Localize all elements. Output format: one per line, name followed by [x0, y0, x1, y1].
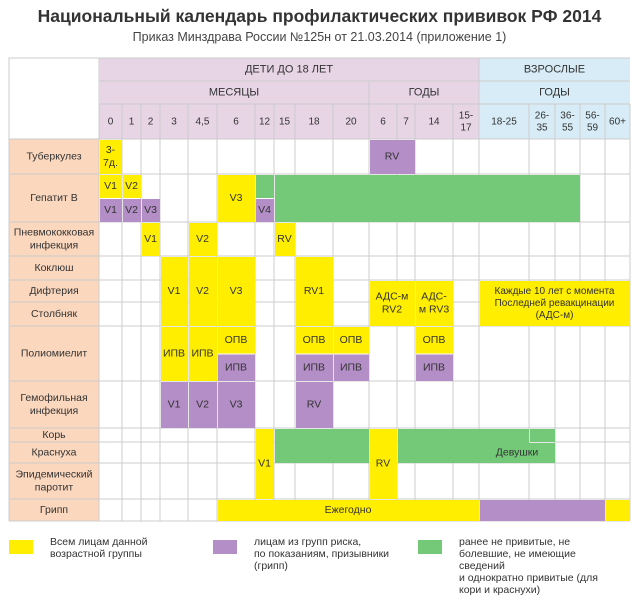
vaccination-cell-all	[606, 500, 630, 521]
vaccination-cell-label: V1	[167, 398, 181, 411]
vaccination-cell-label: RV	[375, 457, 391, 470]
header-adults-label: ВЗРОСЛЫЕ	[523, 63, 586, 76]
vaccination-cell-unvaccinated	[275, 429, 369, 463]
vaccination-cell-label: ИПВ	[422, 361, 446, 374]
column-age-label: 1	[128, 116, 135, 128]
vaccination-cell-label: 3-7д.	[103, 143, 118, 169]
column-age-label: 3	[171, 116, 177, 128]
legend-swatch-risk	[213, 540, 237, 554]
column-age-label: 18	[308, 116, 320, 128]
vaccination-cell-label: V2	[196, 398, 209, 411]
vaccination-cell-label: ИПВ	[339, 361, 363, 374]
vaccination-cell-label: Ежегодно	[324, 503, 372, 516]
column-age-label: 15	[278, 116, 291, 128]
column-age-label: 20	[345, 116, 357, 128]
legend-text-all: Всем лицам данной возрастной группы	[50, 536, 148, 560]
vaccination-cell-unvaccinated	[530, 429, 555, 442]
vaccination-cell-label: ОПВ	[224, 333, 248, 346]
page-title: Национальный календарь профилактических прививок РФ 2014	[37, 6, 602, 26]
row-label: Краснуха	[31, 446, 77, 459]
header-adult-years-label: ГОДЫ	[539, 86, 570, 99]
row-label: Эпидемический паротит	[15, 468, 93, 494]
column-age-label: 36-55	[560, 110, 575, 134]
vaccination-cell-label: ИПВ	[302, 361, 326, 374]
row-label: Пневмококковая инфекция	[13, 226, 95, 252]
vaccination-cell-label: V3	[229, 191, 243, 204]
column-age-label: 4,5	[195, 116, 210, 128]
column-age-label: 60+	[609, 116, 626, 128]
row-label: Гемофильная инфекция	[20, 391, 88, 417]
row-label: Грипп	[39, 503, 69, 516]
vaccination-cell-label: RV1	[303, 284, 325, 297]
vaccination-cell-label: RV	[384, 150, 400, 163]
vaccination-cell-label: ИПВ	[191, 347, 214, 360]
vaccination-cell-label: V3	[144, 203, 157, 216]
vaccination-cell-label: V2	[125, 203, 138, 216]
vaccination-cell-label: V1	[167, 284, 181, 297]
column-age-label: 26-35	[534, 110, 550, 134]
column-age-label: 6	[380, 116, 386, 128]
row-label: Полиомиелит	[20, 347, 88, 360]
column-age-label: 15-17	[458, 110, 474, 134]
vaccination-cell-label: V1	[104, 179, 117, 192]
vaccination-cell-label: V2	[196, 232, 209, 245]
vaccination-cell-label: ИПВ	[224, 361, 248, 374]
vaccination-cell-label: АДС-м RV3	[418, 290, 450, 316]
vaccination-cell-unvaccinated	[275, 175, 580, 222]
column-age-label: 56-59	[585, 110, 600, 134]
vaccination-cell-label: RV	[306, 398, 322, 411]
vaccination-cell-label: V4	[258, 203, 271, 216]
legend-swatch-unvaccinated	[418, 540, 442, 554]
row-label: Туберкулез	[26, 150, 82, 163]
vaccination-cell-label: V1	[104, 203, 117, 216]
column-age-label: 2	[147, 116, 154, 128]
column-age-label: 12	[258, 116, 271, 128]
vaccination-cell-label: Девушки	[495, 446, 539, 459]
vaccination-cell-label: ОПВ	[339, 333, 363, 346]
vaccination-cell-label: ОПВ	[422, 333, 446, 346]
vaccination-cell-label: АДС-м RV2	[375, 290, 409, 316]
column-age-label: 14	[428, 116, 440, 128]
header-children-label: ДЕТИ ДО 18 ЛЕТ	[244, 63, 334, 76]
header-months-label: МЕСЯЦЫ	[208, 86, 260, 99]
column-age-label: 7	[403, 116, 409, 128]
vaccination-cell-label: V1	[258, 457, 271, 470]
legend-text-risk: лицам из групп риска, по показаниям, призывники (грипп)	[254, 536, 390, 572]
row-label: Столбняк	[30, 307, 78, 320]
row-label: Корь	[42, 428, 66, 441]
row-label: Гепатит В	[30, 191, 78, 204]
header-corner-cell	[9, 58, 99, 139]
vaccination-cell-unvaccinated	[256, 175, 274, 198]
vaccination-cell-risk	[480, 500, 605, 521]
column-age-label: 6	[233, 116, 239, 128]
vaccination-cell-label: ИПВ	[162, 347, 186, 360]
vaccination-cell-label: V1	[144, 232, 157, 245]
vaccination-cell-label: ОПВ	[302, 333, 326, 346]
row-label: Дифтерия	[29, 284, 79, 297]
vaccination-cell-label: V3	[229, 284, 243, 297]
legend-text-unvaccinated: ранее не привитые, не болевшие, не имеющие сведений и однократно привитые (для кори и краснухи)	[459, 536, 598, 596]
column-age-label: 0	[107, 116, 114, 128]
row-label: Коклюш	[34, 261, 74, 274]
vaccination-cell-label: V2	[196, 284, 209, 297]
column-age-label: 18-25	[491, 116, 517, 128]
vaccination-cell-label: V3	[229, 398, 243, 411]
legend-swatch-all	[9, 540, 33, 554]
vaccination-cell-label: Каждые 10 лет с момента Последней ревакцинации (АДС-м)	[494, 285, 615, 321]
vaccination-cell-label: V2	[125, 179, 138, 192]
vaccination-cell-label: RV	[277, 232, 292, 245]
page-subtitle: Приказ Минздрава России №125н от 21.03.2014 (приложение 1)	[132, 30, 507, 44]
header-years-label: ГОДЫ	[408, 86, 440, 99]
